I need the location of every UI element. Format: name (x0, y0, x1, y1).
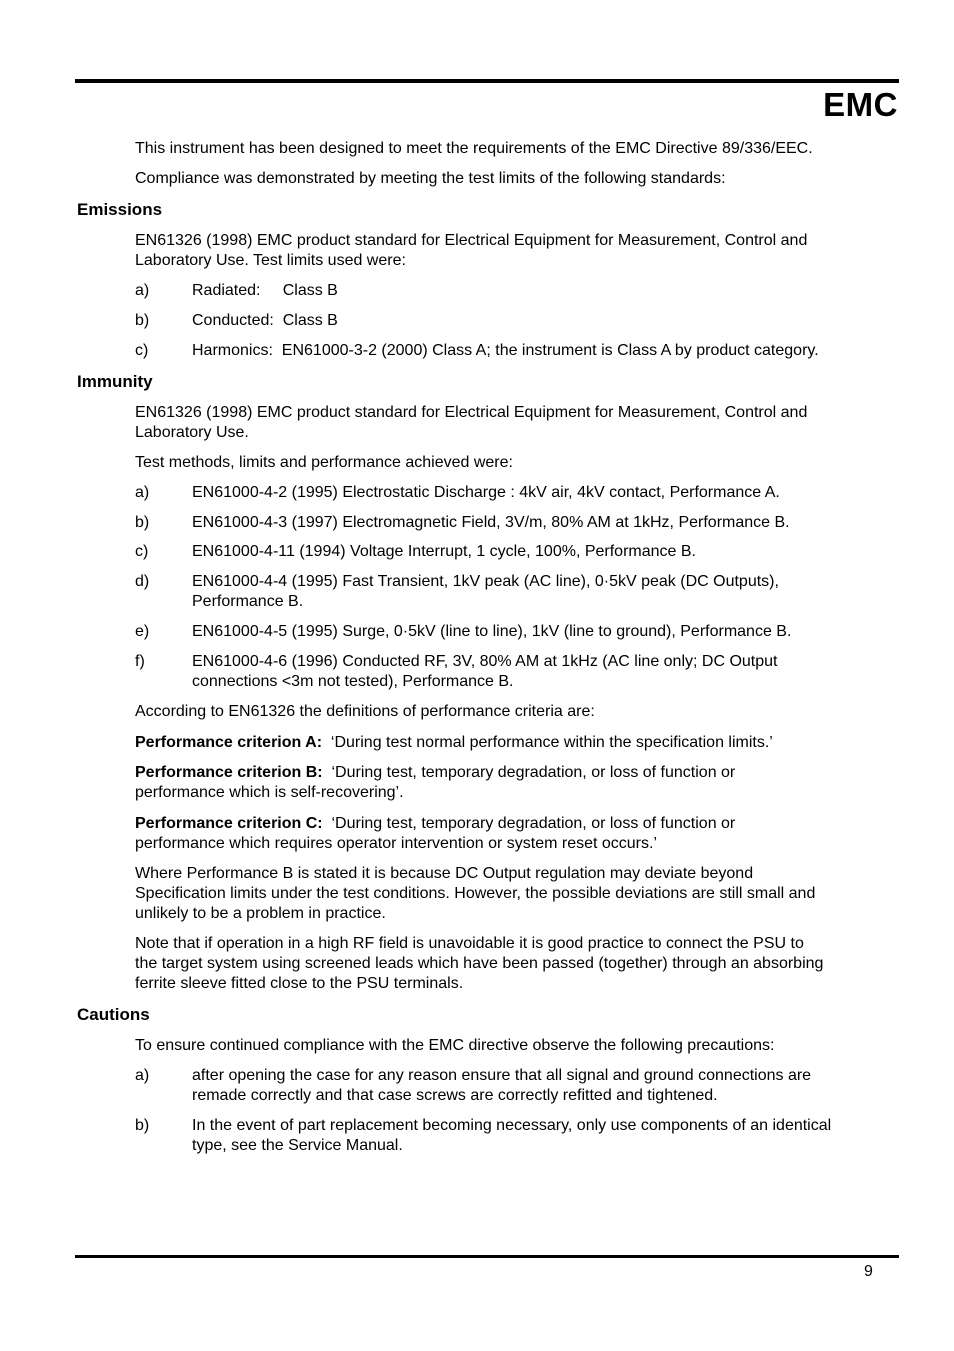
criterion-label: Performance criterion A: (135, 734, 323, 751)
criterion-label: Performance criterion C: (135, 815, 323, 832)
caution-item: In the event of part replacement becoming necessary, only use components of an identical (192, 1117, 832, 1134)
immunity-item: EN61000-4-5 (1995) Surge, 0·5kV (line to line), 1kV (line to ground), Performance B. (192, 623, 792, 640)
list-label: b) (135, 514, 150, 531)
immunity-item: EN61000-4-6 (1996) Conducted RF, 3V, 80% AM at 1kHz (AC line only; DC Output (192, 653, 778, 670)
criterion-label: Performance criterion B: (135, 764, 323, 781)
list-label: b) (135, 312, 150, 329)
emissions-heading: Emissions (77, 200, 163, 219)
methods-intro: Test methods, limits and performance achieved were: (135, 454, 513, 471)
note-paragraph: the target system using screened leads which have been passed (together) through an absorbing (135, 955, 824, 972)
immunity-item-cont: Performance B. (192, 593, 304, 610)
immunity-item: EN61000-4-11 (1994) Voltage Interrupt, 1 cycle, 100%, Performance B. (192, 543, 696, 560)
intro-paragraph-2: Compliance was demonstrated by meeting the test limits of the following standards: (135, 170, 726, 187)
list-label: a) (135, 1067, 150, 1084)
intro-paragraph-1: This instrument has been designed to meet the requirements of the EMC Directive 89/336/EEC. (135, 140, 813, 157)
cautions-heading: Cautions (77, 1005, 150, 1024)
immunity-item: EN61000-4-3 (1997) Electromagnetic Field, 3V/m, 80% AM at 1kHz, Performance B. (192, 514, 790, 531)
emissions-text-line: EN61326 (1998) EMC product standard for Electrical Equipment for Measurement, Control and (135, 232, 808, 249)
list-label: e) (135, 623, 150, 640)
list-label: c) (135, 543, 149, 560)
immunity-text-line: EN61326 (1998) EMC product standard for Electrical Equipment for Measurement, Control and (135, 404, 808, 421)
page-number: 9 (864, 1263, 873, 1280)
list-label: d) (135, 573, 150, 590)
criterion-text-cont: performance which requires operator intervention or system reset occurs.’ (135, 835, 657, 852)
cautions-intro: To ensure continued compliance with the EMC directive observe the following precautions: (135, 1037, 775, 1054)
criterion-text: ‘During test, temporary degradation, or loss of function or (331, 815, 736, 832)
criteria-intro: According to EN61326 the definitions of performance criteria are: (135, 703, 595, 720)
note-paragraph: Specification limits under the test conditions. However, the possible deviations are still small and (135, 885, 816, 902)
header-rule (75, 79, 899, 83)
list-label: f) (135, 653, 145, 670)
note-paragraph: Note that if operation in a high RF field is unavoidable it is good practice to connect the PSU to (135, 935, 804, 952)
caution-item-cont: type, see the Service Manual. (192, 1137, 403, 1154)
emissions-item: Harmonics: EN61000-3-2 (2000) Class A; the instrument is Class A by product category. (192, 342, 819, 359)
emissions-text-line: Laboratory Use. Test limits used were: (135, 252, 406, 269)
criterion-c (135, 814, 735, 834)
note-paragraph: Where Performance B is stated it is because DC Output regulation may deviate beyond (135, 865, 754, 882)
emissions-item: Conducted: Class B (192, 312, 338, 329)
criterion-b (135, 763, 735, 783)
page-title: EMC (823, 86, 898, 123)
caution-item-cont: remade correctly and that case screws are correctly refitted and tightened. (192, 1087, 718, 1104)
caution-item: after opening the case for any reason ensure that all signal and ground connections are (192, 1067, 812, 1084)
list-label: c) (135, 342, 149, 359)
immunity-item-cont: connections <3m not tested), Performance B. (192, 673, 514, 690)
criterion-a (135, 733, 773, 753)
list-label: a) (135, 484, 150, 501)
criterion-text: ‘During test normal performance within the specification limits.’ (330, 734, 773, 751)
immunity-item: EN61000-4-4 (1995) Fast Transient, 1kV peak (AC line), 0·5kV peak (DC Outputs), (192, 573, 779, 590)
immunity-text-line: Laboratory Use. (135, 424, 249, 441)
footer-rule (75, 1255, 899, 1258)
note-paragraph: unlikely to be a problem in practice. (135, 905, 386, 922)
note-paragraph: ferrite sleeve fitted close to the PSU terminals. (135, 975, 464, 992)
criterion-text-cont: performance which is self-recovering’. (135, 784, 404, 801)
criterion-text: ‘During test, temporary degradation, or loss of function or (331, 764, 736, 781)
list-label: a) (135, 282, 150, 299)
list-label: b) (135, 1117, 150, 1134)
immunity-heading: Immunity (77, 372, 153, 391)
emissions-item: Radiated: Class B (192, 282, 338, 299)
immunity-item: EN61000-4-2 (1995) Electrostatic Discharge : 4kV air, 4kV contact, Performance A. (192, 484, 780, 501)
